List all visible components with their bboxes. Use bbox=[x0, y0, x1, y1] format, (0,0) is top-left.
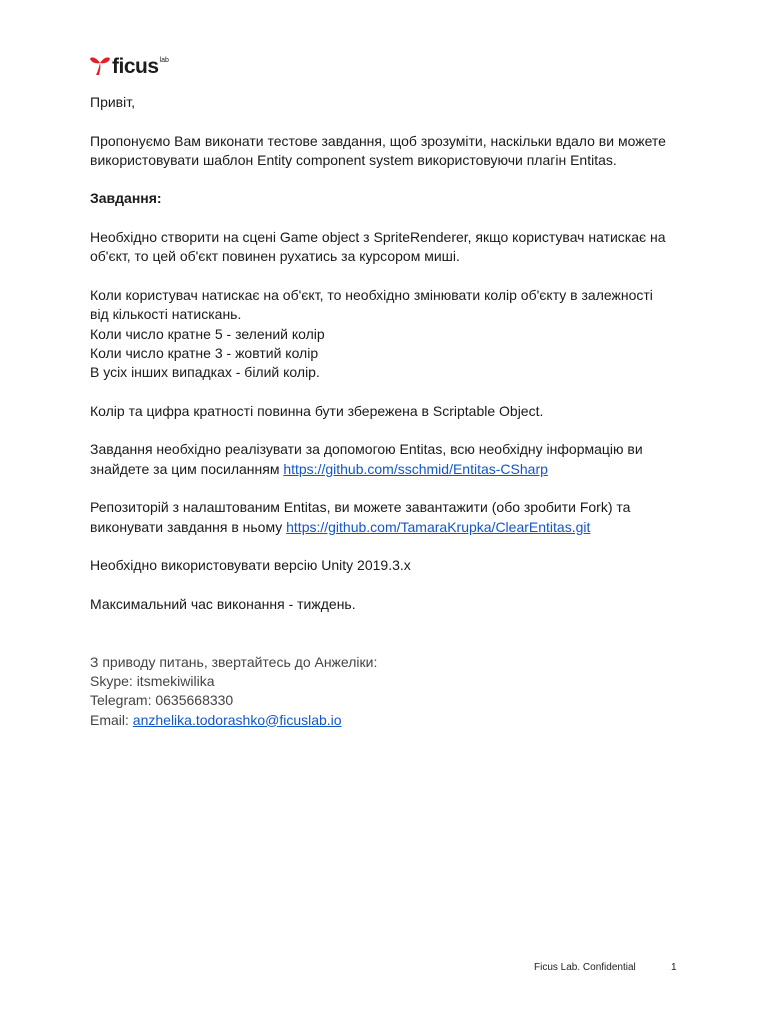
contact-intro: З приводу питань, звертайтесь до Анжеліки: bbox=[90, 653, 378, 670]
ficus-leaf-icon bbox=[90, 54, 110, 76]
task2-line-3: Коли число кратне 5 - зелений колір bbox=[90, 325, 325, 342]
clear-entitas-repo-link[interactable]: https://github.com/TamaraKrupka/ClearEntitas.git bbox=[286, 518, 591, 535]
task2-line-2: від кількості натискань. bbox=[90, 306, 242, 323]
ficus-lab-logo bbox=[90, 54, 169, 80]
repo-line-1: Репозиторій з налаштованим Entitas, ви можете завантажити (обо зробити Fork) та bbox=[90, 499, 631, 516]
entitas-info-prefix: знайдете за цим посиланням bbox=[90, 460, 284, 477]
task1-line-1: Необхідно створити на сцені Game object з SpriteRenderer, якщо користувач натискає на bbox=[90, 229, 666, 246]
task-heading: Завдання: bbox=[90, 190, 162, 207]
entitas-info-line-1: Завдання необхідно реалізувати за допомогою Entitas, всю необхідну інформацію ви bbox=[90, 441, 643, 458]
repo-prefix: виконувати завдання в ньому bbox=[90, 518, 287, 535]
task1-line-2: об'єкт, то цей об'єкт повинен рухатись за курсором миші. bbox=[90, 248, 460, 265]
unity-version-note: Необхідно використовувати версію Unity 2019.3.x bbox=[90, 557, 411, 574]
document-body bbox=[90, 93, 690, 730]
entitas-info-line-2 bbox=[90, 460, 690, 479]
intro-line-2: використовувати шаблон Entity component system використовуючи плагін Entitas. bbox=[90, 151, 617, 168]
contact-email bbox=[90, 711, 690, 730]
entitas-csharp-link[interactable]: https://github.com/sschmid/Entitas-CSharp bbox=[283, 460, 548, 477]
contact-block bbox=[90, 653, 690, 730]
task2-line-1: Коли користувач натискає на об'єкт, то необхідно змінювати колір об'єкту в залежності bbox=[90, 286, 653, 303]
intro-line-1: Пропонуємо Вам виконати тестове завдання, щоб зрозуміти, наскільки вдало ви можете bbox=[90, 132, 666, 149]
task2-line-5: В усіх інших випадках - білий колір. bbox=[90, 364, 320, 381]
deadline-note: Максимальний час виконання - тиждень. bbox=[90, 595, 356, 612]
greeting: Привіт, bbox=[90, 94, 135, 110]
repo-line-2 bbox=[90, 518, 690, 537]
task2-line-4: Коли число кратне 3 - жовтий колір bbox=[90, 344, 319, 361]
contact-skype: Skype: itsmekiwilika bbox=[90, 672, 215, 689]
contact-telegram: Telegram: 0635668330 bbox=[90, 692, 234, 709]
logo-wordmark: ficus bbox=[112, 55, 159, 78]
scriptable-object-note: Колір та цифра кратності повинна бути збережена в Scriptable Object. bbox=[90, 402, 544, 419]
contact-email-label: Email: bbox=[90, 711, 133, 728]
footer-confidential-label: Ficus Lab. Confidential bbox=[534, 962, 636, 973]
footer-page-number: 1 bbox=[671, 962, 677, 973]
contact-email-link[interactable]: anzhelika.todorashko@ficuslab.io bbox=[132, 711, 342, 728]
logo-sup: lab bbox=[159, 57, 169, 64]
